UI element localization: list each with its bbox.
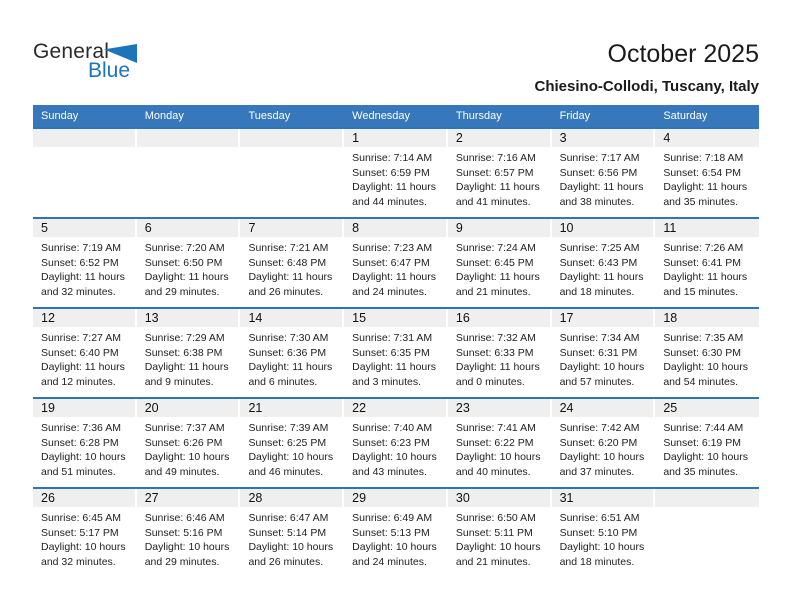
calendar-week-row bbox=[33, 127, 759, 217]
day-number bbox=[33, 129, 137, 147]
day-sunrise: Sunrise: 7:26 AM bbox=[663, 242, 744, 254]
day-number: 15 bbox=[344, 309, 448, 327]
day-cell[interactable] bbox=[33, 489, 137, 577]
day-cell[interactable] bbox=[137, 399, 241, 487]
weekday-header-sunday: Sunday bbox=[41, 110, 79, 122]
day-cell[interactable] bbox=[448, 129, 552, 217]
day-details bbox=[448, 507, 552, 569]
day-details bbox=[344, 237, 448, 299]
day-sunset: Sunset: 6:20 PM bbox=[559, 436, 638, 449]
day-sunrise: Sunrise: 7:30 AM bbox=[248, 332, 329, 344]
day-sunrise: Sunrise: 7:39 AM bbox=[248, 422, 329, 434]
weekday-header-wednesday: Wednesday bbox=[352, 110, 411, 122]
day-details bbox=[240, 507, 344, 569]
day-details bbox=[448, 327, 552, 389]
day-daylight: Daylight: 11 hours and 38 minutes. bbox=[559, 181, 644, 208]
day-cell[interactable] bbox=[344, 219, 448, 307]
day-details bbox=[344, 327, 448, 389]
day-daylight: Daylight: 10 hours and 18 minutes. bbox=[559, 541, 645, 568]
day-cell[interactable] bbox=[240, 489, 344, 577]
day-number: 27 bbox=[137, 489, 241, 507]
day-sunrise: Sunrise: 7:41 AM bbox=[455, 422, 536, 434]
calendar-week-row bbox=[33, 397, 759, 487]
weekday-header-friday: Friday bbox=[559, 110, 591, 122]
day-cell[interactable] bbox=[240, 309, 344, 397]
day-sunset: Sunset: 6:50 PM bbox=[144, 256, 223, 269]
day-details bbox=[240, 237, 344, 299]
day-cell[interactable] bbox=[552, 309, 656, 397]
day-number: 8 bbox=[344, 219, 448, 237]
day-sunrise: Sunrise: 7:14 AM bbox=[352, 152, 433, 164]
day-daylight: Daylight: 11 hours and 21 minutes. bbox=[455, 271, 540, 298]
day-details bbox=[240, 417, 344, 479]
day-sunrise: Sunrise: 6:47 AM bbox=[248, 512, 329, 524]
day-details bbox=[552, 237, 656, 299]
day-sunset: Sunset: 6:57 PM bbox=[455, 166, 534, 179]
day-sunset: Sunset: 5:16 PM bbox=[144, 526, 223, 539]
day-number bbox=[137, 129, 241, 147]
day-cell[interactable] bbox=[137, 219, 241, 307]
day-sunset: Sunset: 6:19 PM bbox=[663, 436, 741, 449]
day-number: 23 bbox=[448, 399, 552, 417]
day-sunset: Sunset: 6:30 PM bbox=[663, 346, 741, 359]
day-number: 21 bbox=[240, 399, 344, 417]
day-sunrise: Sunrise: 7:36 AM bbox=[41, 422, 121, 434]
day-cell[interactable] bbox=[655, 399, 759, 487]
day-sunset: Sunset: 5:17 PM bbox=[41, 526, 119, 539]
weekday-header-monday: Monday bbox=[144, 110, 184, 122]
day-number: 3 bbox=[552, 129, 656, 147]
day-daylight: Daylight: 11 hours and 18 minutes. bbox=[559, 271, 644, 298]
day-cell[interactable] bbox=[655, 219, 759, 307]
day-cell[interactable] bbox=[344, 129, 448, 217]
day-daylight: Daylight: 11 hours and 0 minutes. bbox=[455, 361, 540, 388]
day-daylight: Daylight: 11 hours and 9 minutes. bbox=[144, 361, 229, 388]
day-number: 9 bbox=[448, 219, 552, 237]
page-title: October 2025 bbox=[607, 40, 759, 68]
day-number: 2 bbox=[448, 129, 552, 147]
day-details bbox=[448, 147, 552, 209]
day-sunrise: Sunrise: 7:29 AM bbox=[144, 332, 225, 344]
empty-day-cell bbox=[33, 129, 137, 217]
day-details bbox=[33, 417, 137, 479]
day-details bbox=[33, 507, 137, 569]
day-sunset: Sunset: 6:33 PM bbox=[455, 346, 534, 359]
day-sunrise: Sunrise: 6:49 AM bbox=[352, 512, 433, 524]
day-daylight: Daylight: 11 hours and 12 minutes. bbox=[41, 361, 125, 388]
page-subtitle: Chiesino-Collodi, Tuscany, Italy bbox=[534, 78, 759, 95]
day-daylight: Daylight: 10 hours and 29 minutes. bbox=[144, 541, 230, 568]
calendar-week-row bbox=[33, 307, 759, 397]
day-sunrise: Sunrise: 7:44 AM bbox=[663, 422, 744, 434]
day-cell[interactable] bbox=[240, 399, 344, 487]
general-blue-logo bbox=[33, 40, 153, 88]
day-number: 26 bbox=[33, 489, 137, 507]
day-cell[interactable] bbox=[33, 399, 137, 487]
day-details bbox=[137, 237, 241, 299]
day-sunrise: Sunrise: 7:35 AM bbox=[663, 332, 744, 344]
day-sunset: Sunset: 6:35 PM bbox=[352, 346, 430, 359]
logo-text-general: General bbox=[33, 40, 110, 63]
day-cell[interactable] bbox=[655, 309, 759, 397]
day-sunset: Sunset: 6:31 PM bbox=[559, 346, 638, 359]
day-daylight: Daylight: 10 hours and 24 minutes. bbox=[352, 541, 437, 568]
day-daylight: Daylight: 11 hours and 41 minutes. bbox=[455, 181, 540, 208]
day-number: 28 bbox=[240, 489, 344, 507]
day-daylight: Daylight: 11 hours and 44 minutes. bbox=[352, 181, 437, 208]
day-details bbox=[33, 237, 137, 299]
day-cell[interactable] bbox=[552, 489, 656, 577]
day-number: 1 bbox=[344, 129, 448, 147]
day-number: 18 bbox=[655, 309, 759, 327]
day-daylight: Daylight: 11 hours and 26 minutes. bbox=[248, 271, 333, 298]
weekday-header-tuesday: Tuesday bbox=[248, 110, 291, 122]
day-details bbox=[655, 147, 759, 209]
day-sunrise: Sunrise: 6:45 AM bbox=[41, 512, 121, 524]
day-daylight: Daylight: 10 hours and 46 minutes. bbox=[248, 451, 334, 478]
day-sunset: Sunset: 6:54 PM bbox=[663, 166, 741, 179]
day-cell[interactable] bbox=[33, 219, 137, 307]
day-number: 10 bbox=[552, 219, 656, 237]
day-details bbox=[552, 147, 656, 209]
day-sunrise: Sunrise: 7:40 AM bbox=[352, 422, 433, 434]
day-sunset: Sunset: 6:36 PM bbox=[248, 346, 327, 359]
day-daylight: Daylight: 11 hours and 35 minutes. bbox=[663, 181, 748, 208]
day-cell[interactable] bbox=[344, 309, 448, 397]
day-sunset: Sunset: 6:26 PM bbox=[144, 436, 223, 449]
calendar-week-row bbox=[33, 217, 759, 307]
day-number: 14 bbox=[240, 309, 344, 327]
day-sunrise: Sunrise: 7:16 AM bbox=[455, 152, 536, 164]
day-sunset: Sunset: 5:14 PM bbox=[248, 526, 327, 539]
day-sunrise: Sunrise: 7:20 AM bbox=[144, 242, 225, 254]
day-daylight: Daylight: 10 hours and 57 minutes. bbox=[559, 361, 645, 388]
day-daylight: Daylight: 10 hours and 49 minutes. bbox=[144, 451, 230, 478]
day-details bbox=[655, 327, 759, 389]
day-sunrise: Sunrise: 7:19 AM bbox=[41, 242, 121, 254]
day-sunset: Sunset: 6:48 PM bbox=[248, 256, 327, 269]
day-daylight: Daylight: 10 hours and 51 minutes. bbox=[41, 451, 126, 478]
day-daylight: Daylight: 11 hours and 29 minutes. bbox=[144, 271, 229, 298]
day-details bbox=[240, 327, 344, 389]
day-sunset: Sunset: 5:11 PM bbox=[455, 526, 533, 539]
logo-text-blue: Blue bbox=[88, 59, 131, 82]
weekday-header-saturday: Saturday bbox=[663, 110, 708, 122]
day-details bbox=[137, 507, 241, 569]
day-daylight: Daylight: 10 hours and 37 minutes. bbox=[559, 451, 645, 478]
day-daylight: Daylight: 11 hours and 6 minutes. bbox=[248, 361, 333, 388]
day-sunset: Sunset: 6:23 PM bbox=[352, 436, 430, 449]
day-number: 25 bbox=[655, 399, 759, 417]
day-daylight: Daylight: 10 hours and 40 minutes. bbox=[455, 451, 541, 478]
day-number: 16 bbox=[448, 309, 552, 327]
day-cell[interactable] bbox=[448, 309, 552, 397]
day-details bbox=[344, 417, 448, 479]
day-details bbox=[655, 237, 759, 299]
day-number: 22 bbox=[344, 399, 448, 417]
day-sunset: Sunset: 5:10 PM bbox=[559, 526, 638, 539]
day-details bbox=[655, 417, 759, 479]
day-number: 24 bbox=[552, 399, 656, 417]
day-sunrise: Sunrise: 7:21 AM bbox=[248, 242, 329, 254]
day-cell[interactable] bbox=[137, 489, 241, 577]
day-details bbox=[552, 327, 656, 389]
day-number: 11 bbox=[655, 219, 759, 237]
day-daylight: Daylight: 11 hours and 3 minutes. bbox=[352, 361, 437, 388]
day-cell[interactable] bbox=[448, 219, 552, 307]
day-details bbox=[137, 327, 241, 389]
day-sunrise: Sunrise: 7:34 AM bbox=[559, 332, 640, 344]
day-sunset: Sunset: 6:41 PM bbox=[663, 256, 741, 269]
weekday-header-row bbox=[33, 105, 759, 127]
day-sunrise: Sunrise: 6:50 AM bbox=[455, 512, 536, 524]
day-cell[interactable] bbox=[33, 309, 137, 397]
day-sunrise: Sunrise: 6:51 AM bbox=[559, 512, 640, 524]
day-number bbox=[655, 489, 759, 507]
day-details bbox=[552, 507, 656, 569]
empty-day-cell bbox=[137, 129, 241, 217]
day-sunset: Sunset: 6:47 PM bbox=[352, 256, 430, 269]
day-daylight: Daylight: 10 hours and 21 minutes. bbox=[455, 541, 541, 568]
day-sunset: Sunset: 6:28 PM bbox=[41, 436, 119, 449]
day-sunrise: Sunrise: 7:17 AM bbox=[559, 152, 640, 164]
day-sunset: Sunset: 6:56 PM bbox=[559, 166, 638, 179]
day-sunrise: Sunrise: 7:27 AM bbox=[41, 332, 121, 344]
day-sunset: Sunset: 5:13 PM bbox=[352, 526, 430, 539]
day-number: 31 bbox=[552, 489, 656, 507]
day-number bbox=[240, 129, 344, 147]
day-daylight: Daylight: 10 hours and 26 minutes. bbox=[248, 541, 334, 568]
day-number: 13 bbox=[137, 309, 241, 327]
day-details bbox=[448, 237, 552, 299]
day-number: 17 bbox=[552, 309, 656, 327]
day-number: 7 bbox=[240, 219, 344, 237]
calendar-table bbox=[33, 105, 759, 577]
day-sunrise: Sunrise: 7:37 AM bbox=[144, 422, 225, 434]
day-cell[interactable] bbox=[448, 399, 552, 487]
day-daylight: Daylight: 11 hours and 15 minutes. bbox=[663, 271, 748, 298]
day-details bbox=[137, 417, 241, 479]
day-sunrise: Sunrise: 7:25 AM bbox=[559, 242, 640, 254]
day-daylight: Daylight: 11 hours and 32 minutes. bbox=[41, 271, 125, 298]
day-details bbox=[33, 327, 137, 389]
day-number: 4 bbox=[655, 129, 759, 147]
empty-day-cell bbox=[655, 489, 759, 577]
day-sunset: Sunset: 6:43 PM bbox=[559, 256, 638, 269]
day-number: 20 bbox=[137, 399, 241, 417]
weekday-header-thursday: Thursday bbox=[455, 110, 502, 122]
day-daylight: Daylight: 11 hours and 24 minutes. bbox=[352, 271, 437, 298]
calendar-body bbox=[33, 127, 759, 577]
day-sunset: Sunset: 6:45 PM bbox=[455, 256, 534, 269]
day-details bbox=[552, 417, 656, 479]
day-sunrise: Sunrise: 7:31 AM bbox=[352, 332, 433, 344]
day-sunrise: Sunrise: 7:42 AM bbox=[559, 422, 640, 434]
day-number: 5 bbox=[33, 219, 137, 237]
day-sunrise: Sunrise: 7:18 AM bbox=[663, 152, 744, 164]
day-number: 6 bbox=[137, 219, 241, 237]
day-daylight: Daylight: 10 hours and 35 minutes. bbox=[663, 451, 748, 478]
empty-day-cell bbox=[240, 129, 344, 217]
day-number: 19 bbox=[33, 399, 137, 417]
day-number: 30 bbox=[448, 489, 552, 507]
day-sunrise: Sunrise: 7:24 AM bbox=[455, 242, 536, 254]
day-cell[interactable] bbox=[137, 309, 241, 397]
day-sunset: Sunset: 6:40 PM bbox=[41, 346, 119, 359]
day-sunrise: Sunrise: 6:46 AM bbox=[144, 512, 225, 524]
day-cell[interactable] bbox=[448, 489, 552, 577]
day-sunset: Sunset: 6:38 PM bbox=[144, 346, 223, 359]
day-sunset: Sunset: 6:25 PM bbox=[248, 436, 327, 449]
day-cell[interactable] bbox=[552, 399, 656, 487]
day-cell[interactable] bbox=[344, 399, 448, 487]
day-cell[interactable] bbox=[344, 489, 448, 577]
day-number: 29 bbox=[344, 489, 448, 507]
day-details bbox=[344, 507, 448, 569]
day-sunset: Sunset: 6:59 PM bbox=[352, 166, 430, 179]
day-details bbox=[344, 147, 448, 209]
day-daylight: Daylight: 10 hours and 43 minutes. bbox=[352, 451, 437, 478]
day-sunset: Sunset: 6:52 PM bbox=[41, 256, 119, 269]
day-number: 12 bbox=[33, 309, 137, 327]
day-cell[interactable] bbox=[552, 129, 656, 217]
day-cell[interactable] bbox=[552, 219, 656, 307]
calendar-week-row bbox=[33, 487, 759, 577]
day-sunrise: Sunrise: 7:23 AM bbox=[352, 242, 433, 254]
day-details bbox=[448, 417, 552, 479]
day-daylight: Daylight: 10 hours and 54 minutes. bbox=[663, 361, 748, 388]
day-cell[interactable] bbox=[240, 219, 344, 307]
title-block bbox=[535, 40, 759, 95]
day-cell[interactable] bbox=[655, 129, 759, 217]
day-sunset: Sunset: 6:22 PM bbox=[455, 436, 534, 449]
day-sunrise: Sunrise: 7:32 AM bbox=[455, 332, 536, 344]
day-daylight: Daylight: 10 hours and 32 minutes. bbox=[41, 541, 126, 568]
